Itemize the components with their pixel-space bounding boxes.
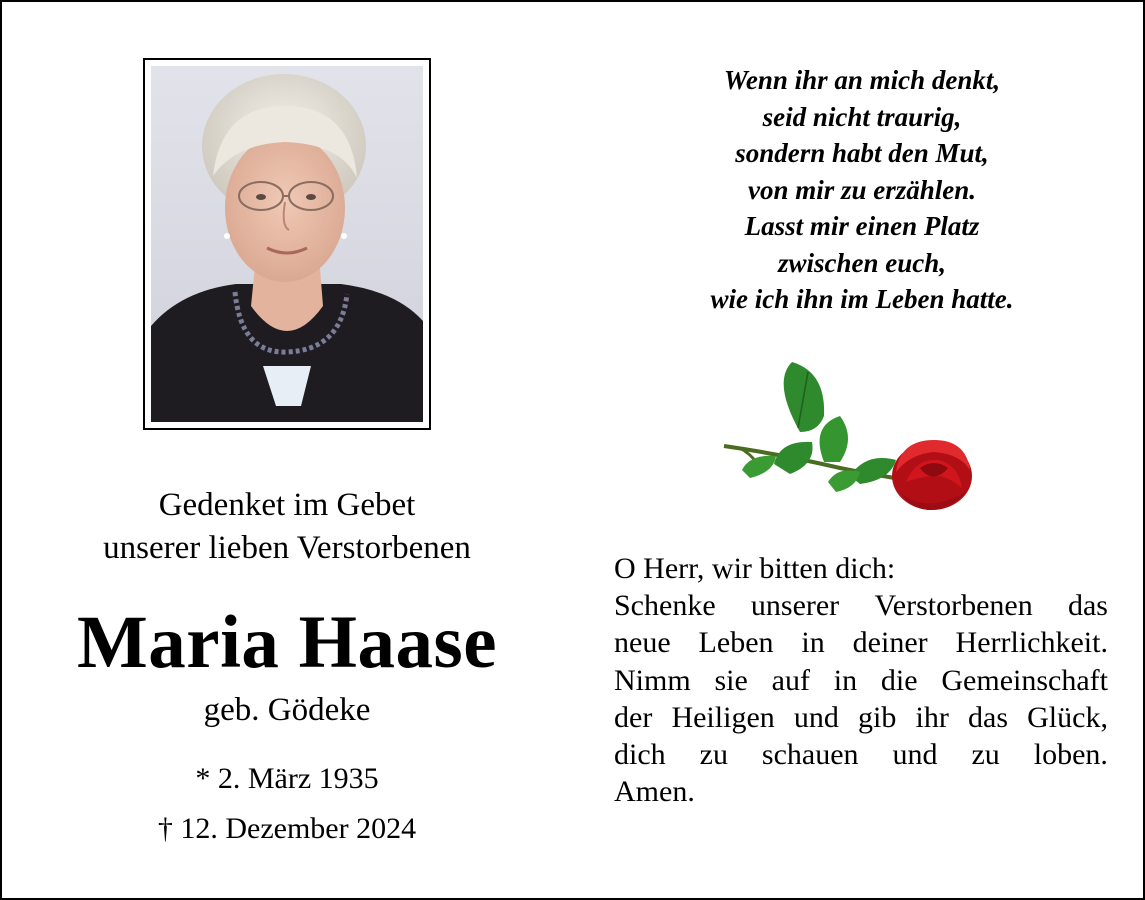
prayer-line xyxy=(614,736,1108,773)
intro-line-2: unserer lieben Verstorbenen xyxy=(103,530,471,566)
prayer-line xyxy=(614,624,1108,661)
prayer-word: Herrlichkeit. xyxy=(955,626,1108,660)
poem-line: seid nicht traurig, xyxy=(762,101,962,132)
death-date: † 12. Dezember 2024 xyxy=(157,812,417,845)
poem-line: Wenn ihr an mich denkt, xyxy=(723,65,1001,95)
prayer-word: Verstorbenen xyxy=(874,589,1033,623)
portrait-frame xyxy=(143,58,431,430)
prayer-word: dich xyxy=(614,738,666,772)
prayer-word: Glück, xyxy=(1027,700,1108,734)
prayer-word: Schenke xyxy=(614,589,716,623)
prayer-line xyxy=(614,587,1108,624)
prayer-word: sie xyxy=(714,663,748,697)
prayer-word: zu xyxy=(699,738,728,772)
prayer-word: die xyxy=(880,663,918,697)
prayer-word: und xyxy=(793,700,839,734)
prayer-word: Gemeinschaft xyxy=(941,663,1108,697)
prayer-word: Heiligen xyxy=(671,700,775,734)
prayer-word: und xyxy=(892,738,938,772)
prayer-line: Amen. xyxy=(614,775,695,809)
intro-line-1: Gedenket im Gebet xyxy=(158,487,416,523)
poem-line: zwischen euch, xyxy=(777,247,947,278)
red-rose-icon xyxy=(720,342,974,522)
poem xyxy=(642,62,1082,318)
deceased-name: Maria Haase xyxy=(77,601,497,684)
prayer-word: das xyxy=(968,700,1008,734)
prayer-line xyxy=(614,699,1108,736)
prayer-word: neue xyxy=(614,626,671,660)
prayer-word: loben. xyxy=(1033,738,1108,772)
prayer-word: in xyxy=(801,626,825,660)
prayer-word: ihr xyxy=(915,700,949,734)
prayer-line xyxy=(614,662,1108,699)
prayer-line: O Herr, wir bitten dich: xyxy=(614,552,896,585)
prayer-word: Nimm xyxy=(614,663,691,697)
prayer-word: unserer xyxy=(750,589,840,623)
poem-line: von mir zu erzählen. xyxy=(747,174,977,205)
poem-line: sondern habt den Mut, xyxy=(735,138,989,168)
prayer-text xyxy=(614,550,1108,810)
prayer-word: Leben xyxy=(698,626,774,660)
birth-name: geb. Gödeke xyxy=(203,692,371,728)
prayer-word: das xyxy=(1067,589,1108,623)
poem-line: wie ich ihn im Leben hatte. xyxy=(710,284,1014,314)
birth-date: * 2. März 1935 xyxy=(195,762,379,795)
prayer-word: deiner xyxy=(852,626,928,660)
portrait-photo xyxy=(151,66,423,422)
prayer-word: auf xyxy=(771,663,810,697)
poem-line: Lasst mir einen Platz xyxy=(744,211,980,241)
prayer-word: schauen xyxy=(761,738,859,772)
prayer-word: der xyxy=(614,700,653,734)
intro-text xyxy=(42,484,532,570)
prayer-word: gib xyxy=(858,700,897,734)
prayer-word: in xyxy=(833,663,858,697)
prayer-word: zu xyxy=(971,738,1000,772)
